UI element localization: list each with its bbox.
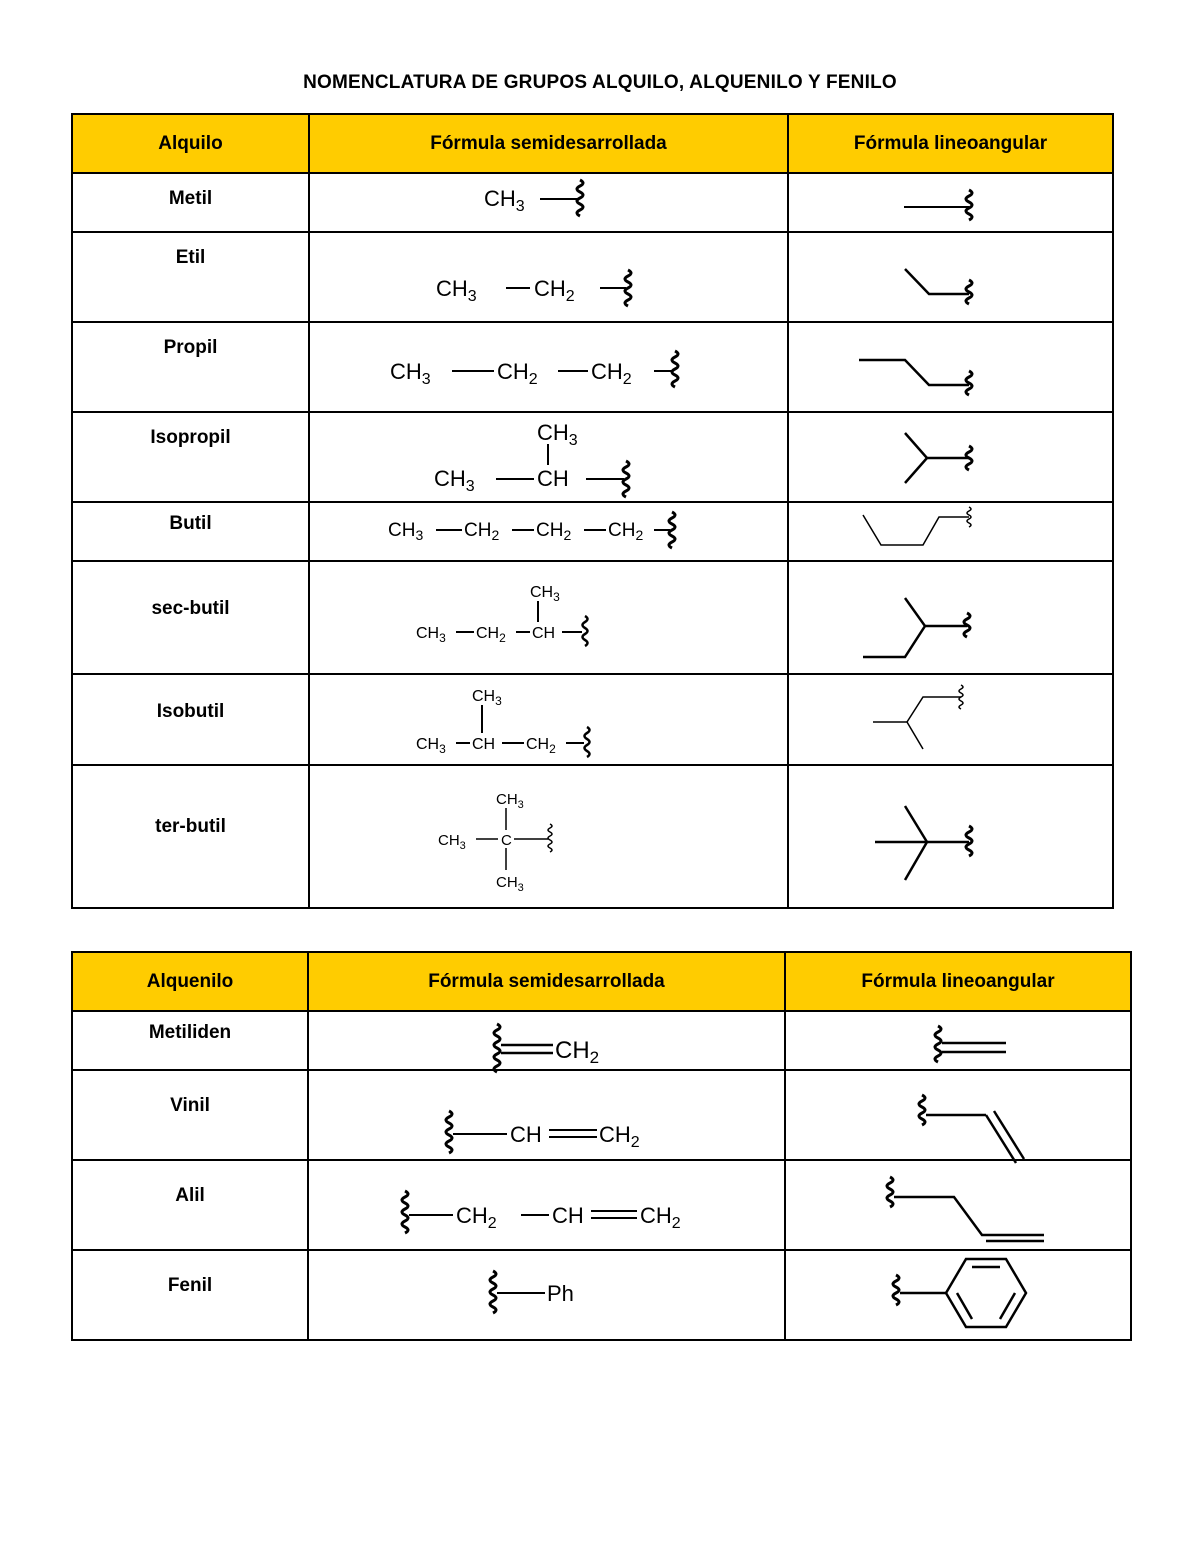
- svg-text:C: C: [501, 832, 512, 849]
- wavy-bond-icon: [402, 1191, 408, 1233]
- svg-text:CH3: $CH_3$: [537, 420, 578, 449]
- svg-text:CH2: $CH_2$: [497, 359, 538, 388]
- svg-text:CH3: $CH_3$: [496, 791, 524, 811]
- svg-text:CH3: $CH_3$: [436, 276, 477, 305]
- row-name-ter-butil: ter-butil: [72, 765, 309, 908]
- table-row: [72, 1250, 1131, 1340]
- table-row: [72, 765, 1113, 908]
- svg-text:CH3: $CH_3$: [530, 584, 560, 604]
- wavy-bond-icon: [966, 446, 972, 470]
- table-row: [72, 674, 1113, 765]
- formula-alil-condensed: [308, 1160, 785, 1250]
- alkenyl-table: [71, 951, 1132, 1341]
- formula-metiliden-condensed: [308, 1011, 785, 1070]
- wavy-bond-icon: [919, 1095, 925, 1125]
- svg-text:CH2: $CH_2$: [608, 520, 644, 543]
- svg-text:CH3: $CH_3$: [416, 736, 446, 756]
- formula-vinil-condensed: [308, 1070, 785, 1160]
- table-row: [72, 502, 1113, 561]
- svg-text:CH2: $CH_2$: [464, 520, 500, 543]
- wavy-bond-icon: [585, 727, 590, 757]
- formula-isobutil-condensed: [309, 674, 788, 765]
- line-angle-metil: [788, 173, 1113, 232]
- alkyl-table: [71, 113, 1114, 909]
- line-angle-etil: [788, 232, 1113, 322]
- svg-text:CH3: $CH_3$: [496, 874, 524, 894]
- wavy-bond-icon: [966, 371, 972, 395]
- header-formula-semidesarrollada: Fórmula semidesarrollada: [309, 114, 788, 173]
- line-angle-vinil: [785, 1070, 1131, 1160]
- table-row: [72, 1011, 1131, 1070]
- svg-text:CH3: $CH_3$: [434, 466, 475, 495]
- svg-text:CH2: $CH_2$: [534, 276, 575, 305]
- svg-text:CH: CH: [537, 466, 569, 491]
- row-name-isopropil: Isopropil: [72, 412, 309, 502]
- svg-text:CH2: $CH_2$: [591, 359, 632, 388]
- table-row: [72, 1160, 1131, 1250]
- svg-text:CH3: $CH_3$: [438, 832, 466, 852]
- line-angle-isopropil: [788, 412, 1113, 502]
- wavy-bond-icon: [672, 351, 678, 387]
- formula-sec-butil-condensed: [309, 561, 788, 674]
- table-row: [72, 232, 1113, 322]
- formula-etil-condensed: [309, 232, 788, 322]
- wavy-bond-icon: [966, 280, 972, 304]
- row-name-etil: Etil: [72, 232, 309, 322]
- svg-text:CH3: $CH_3$: [388, 520, 424, 543]
- formula-ter-butil-condensed: [309, 765, 788, 908]
- table-row: [72, 322, 1113, 412]
- page-title: NOMENCLATURA DE GRUPOS ALQUILO, ALQUENILO Y FENILO: [303, 72, 897, 93]
- row-name-butil: Butil: [72, 502, 309, 561]
- table-row: [72, 1070, 1131, 1160]
- header-alquenilo: Alquenilo: [72, 952, 308, 1011]
- svg-text:CH: CH: [552, 1203, 584, 1228]
- svg-text:CH3: $CH_3$: [416, 625, 446, 645]
- formula-butil-condensed: [309, 502, 788, 561]
- svg-text:CH3: $CH_3$: [472, 688, 502, 708]
- metil-condensed-svg: [310, 174, 787, 231]
- wavy-bond-icon: [887, 1177, 893, 1207]
- header-formula-lineoangular: Fórmula lineoangular: [785, 952, 1131, 1011]
- formula-metil-condensed: [309, 173, 788, 232]
- line-angle-isobutil: [788, 674, 1113, 765]
- table-row: [72, 173, 1113, 232]
- row-name-alil: Alil: [72, 1160, 308, 1250]
- table-row: [72, 561, 1113, 674]
- svg-text:CH2: $CH_2$: [640, 1203, 681, 1232]
- alkenyl-header-row: [72, 952, 1131, 1011]
- row-name-propil: Propil: [72, 322, 309, 412]
- row-name-isobutil: Isobutil: [72, 674, 309, 765]
- wavy-bond-icon: [583, 616, 588, 646]
- svg-text:CH2: $CH_2$: [536, 520, 572, 543]
- header-formula-semidesarrollada: Fórmula semidesarrollada: [308, 952, 785, 1011]
- header-alquilo: Alquilo: [72, 114, 309, 173]
- wavy-bond-icon: [964, 613, 970, 637]
- line-angle-alil: [785, 1160, 1131, 1250]
- svg-text:Ph: Ph: [547, 1281, 574, 1306]
- row-name-metil: Metil: [72, 173, 309, 232]
- svg-text:CH2: $CH_2$: [555, 1037, 600, 1067]
- header-formula-lineoangular: Fórmula lineoangular: [788, 114, 1113, 173]
- line-angle-propil: [788, 322, 1113, 412]
- row-name-vinil: Vinil: [72, 1070, 308, 1160]
- line-angle-butil: [788, 502, 1113, 561]
- wavy-bond-icon: [494, 1024, 500, 1072]
- line-angle-metiliden: [785, 1011, 1131, 1070]
- svg-text:CH3: $CH_3$: [484, 186, 525, 215]
- wavy-bond-icon: [577, 180, 583, 216]
- svg-text:CH: CH: [532, 625, 556, 642]
- wavy-bond-icon: [446, 1111, 452, 1153]
- wavy-bond-icon: [935, 1026, 941, 1062]
- wavy-bond-icon: [490, 1271, 496, 1313]
- wavy-bond-icon: [669, 512, 675, 548]
- line-angle-ter-butil: [788, 765, 1113, 908]
- wavy-bond-icon: [625, 270, 631, 306]
- row-name-sec-butil: sec-butil: [72, 561, 309, 674]
- svg-text:CH2: $CH_2$: [476, 625, 506, 645]
- alkyl-header-row: [72, 114, 1113, 173]
- line-angle-fenil: [785, 1250, 1131, 1340]
- row-name-fenil: Fenil: [72, 1250, 308, 1340]
- wavy-bond-icon: [966, 190, 972, 220]
- table-row: [72, 412, 1113, 502]
- formula-propil-condensed: [309, 322, 788, 412]
- svg-text:CH: CH: [472, 736, 496, 753]
- svg-text:CH3: $CH_3$: [390, 359, 431, 388]
- svg-text:CH2: $CH_2$: [456, 1203, 497, 1232]
- row-name-metiliden: Metiliden: [72, 1011, 308, 1070]
- formula-isopropil-condensed: [309, 412, 788, 502]
- svg-text:CH2: $CH_2$: [526, 736, 556, 756]
- wavy-bond-icon: [623, 461, 629, 497]
- wavy-bond-icon: [893, 1275, 899, 1305]
- wavy-bond-icon: [959, 685, 963, 709]
- line-angle-sec-butil: [788, 561, 1113, 674]
- formula-fenil-condensed: [308, 1250, 785, 1340]
- svg-text:CH: CH: [510, 1122, 542, 1147]
- wavy-bond-icon: [548, 824, 552, 852]
- svg-text:CH2: $CH_2$: [599, 1122, 640, 1151]
